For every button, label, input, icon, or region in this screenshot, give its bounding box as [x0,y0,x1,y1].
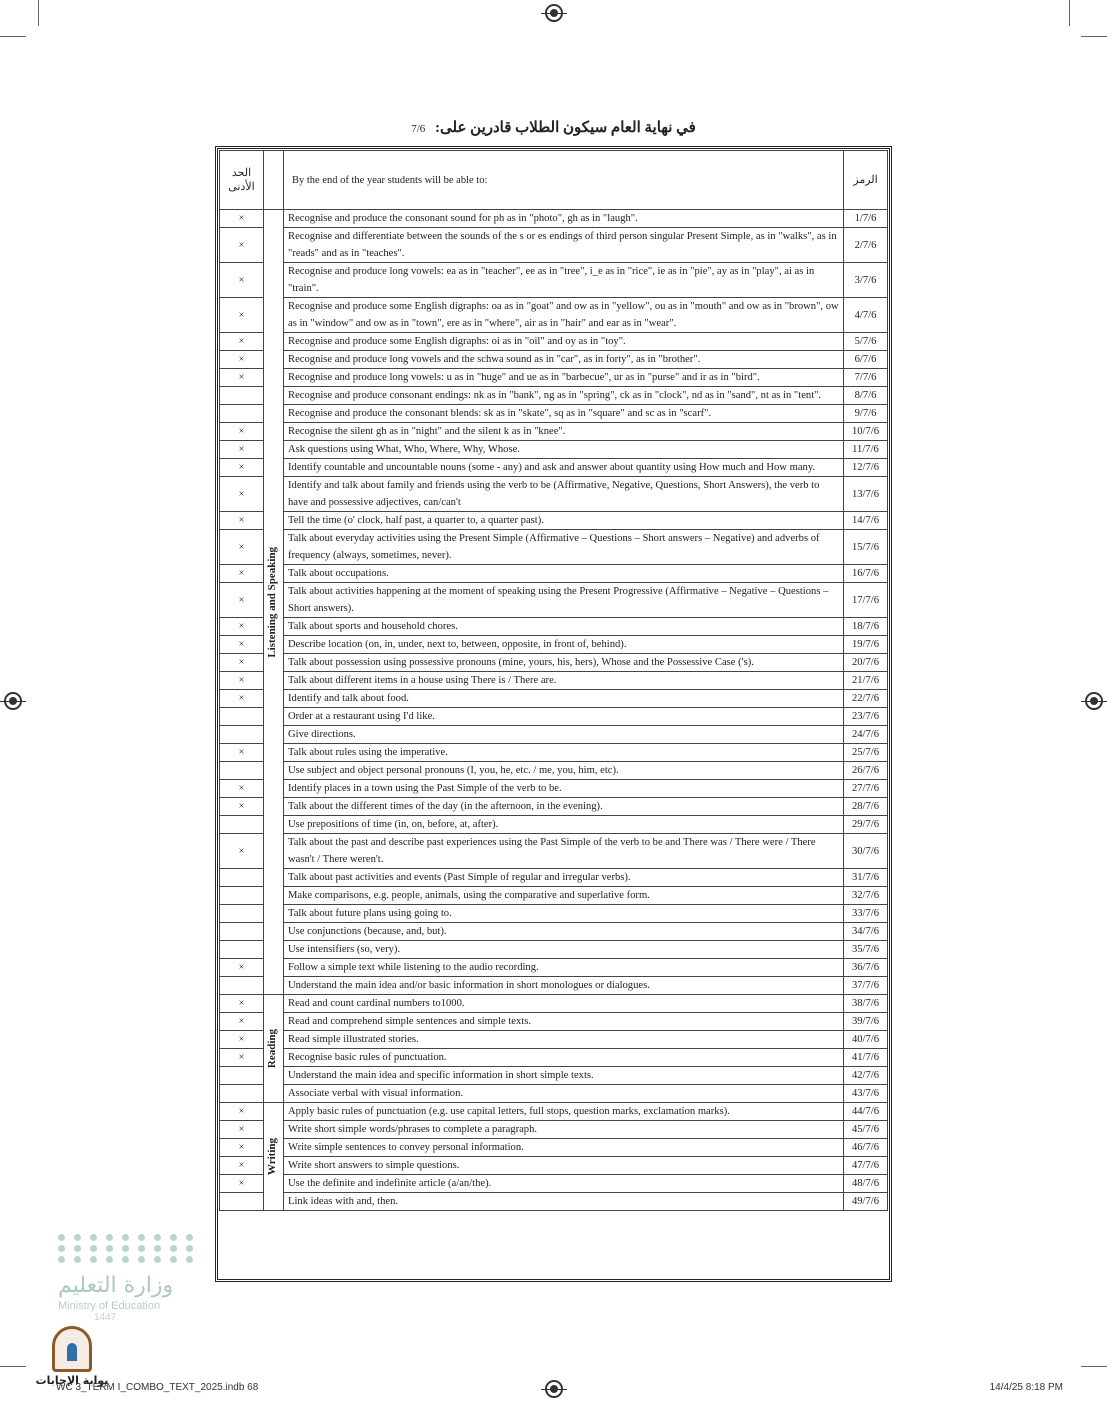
table-row [220,1031,888,1049]
table-row [220,762,888,780]
outcome-code: 39/7/6 [844,1013,888,1031]
table-row [220,941,888,959]
minimum-mark [220,1193,264,1211]
skill-section-name: Writing [266,1137,278,1176]
code-column-header: الرمز [844,151,888,210]
outcome-code: 48/7/6 [844,1175,888,1193]
minimum-mark: × [220,210,264,228]
minimum-mark: × [220,423,264,441]
table-row [220,351,888,369]
skill-column-header [264,151,284,210]
crop-mark [1081,36,1107,37]
minimum-mark: × [220,565,264,583]
table-row [220,887,888,905]
watermark-text: بوابة الإجابات [35,1374,109,1387]
ministry-year: 1447 [94,1312,117,1323]
minimum-mark: × [220,618,264,636]
table-row [220,1085,888,1103]
minimum-mark: × [220,583,264,618]
outcome-code: 2/7/6 [844,228,888,263]
footer-file: WC 3_TERM I_COMBO_TEXT_2025.indb 68 [56,1382,259,1393]
outcome-statement: Understand the main idea and/or basic information in short monologues or dialogues. [284,977,844,995]
outcome-code: 47/7/6 [844,1157,888,1175]
outcome-code: 17/7/6 [844,583,888,618]
ministry-logo [58,1234,198,1323]
outcome-code: 14/7/6 [844,512,888,530]
registration-mark-icon [545,1380,563,1398]
outcome-statement: Follow a simple text while listening to the audio recording. [284,959,844,977]
table-row [220,995,888,1013]
outcome-statement: Ask questions using What, Who, Where, Why, Whose. [284,441,844,459]
outcome-statement: Make comparisons, e.g. people, animals, using the comparative and superlative form. [284,887,844,905]
outcome-code: 9/7/6 [844,405,888,423]
crop-mark [1069,0,1070,26]
outcome-statement: Use prepositions of time (in, on, before, at, after). [284,816,844,834]
table-row [220,1103,888,1121]
outcome-code: 26/7/6 [844,762,888,780]
minimum-mark: × [220,636,264,654]
outcome-statement: Identify countable and uncountable nouns (some - any) and ask and answer about quantity using How much and How many. [284,459,844,477]
table-row [220,744,888,762]
outcome-code: 38/7/6 [844,995,888,1013]
outcome-code: 11/7/6 [844,441,888,459]
footer-date: 14/4/25 8:18 PM [989,1382,1063,1393]
outcome-code: 34/7/6 [844,923,888,941]
table-row [220,1175,888,1193]
outcome-statement: Talk about activities happening at the moment of speaking using the Present Progressive (Affirmative – Negative – Questions – Short answers). [284,583,844,618]
minimum-mark [220,941,264,959]
outcome-code: 4/7/6 [844,298,888,333]
outcome-statement: Use the definite and indefinite article (a/an/the). [284,1175,844,1193]
minimum-mark [220,905,264,923]
table-row [220,1121,888,1139]
outcome-code: 43/7/6 [844,1085,888,1103]
minimum-mark [220,977,264,995]
outcome-statement: Read and count cardinal numbers to1000. [284,995,844,1013]
outcomes-table [219,150,888,1211]
table-row [220,1013,888,1031]
page-heading [0,118,1107,137]
minimum-mark [220,1085,264,1103]
table-row [220,977,888,995]
minimum-mark: × [220,459,264,477]
minimum-mark: × [220,744,264,762]
outcome-code: 1/7/6 [844,210,888,228]
skill-section-label [264,995,284,1103]
outcome-code: 42/7/6 [844,1067,888,1085]
outcome-code: 15/7/6 [844,530,888,565]
outcome-code: 6/7/6 [844,351,888,369]
crop-mark [38,0,39,26]
minimum-mark [220,887,264,905]
outcome-statement: Describe location (on, in, under, next to, between, opposite, in front of, behind). [284,636,844,654]
minimum-mark [220,923,264,941]
table-row [220,690,888,708]
registration-mark-icon [1085,692,1103,710]
minimum-mark: × [220,690,264,708]
outcome-statement: Talk about past activities and events (Past Simple of regular and irregular verbs). [284,869,844,887]
minimum-mark [220,1067,264,1085]
minimum-mark: × [220,780,264,798]
skill-section-label [264,210,284,995]
table-row [220,228,888,263]
minimum-mark: × [220,1175,264,1193]
minimum-mark: × [220,441,264,459]
outcome-statement: Use conjunctions (because, and, but). [284,923,844,941]
min-column-header: الحد الأدنى [220,151,264,210]
table-row [220,530,888,565]
outcome-statement: Use subject and object personal pronouns (I, you, he, etc. / me, you, him, etc). [284,762,844,780]
outcome-statement: Recognise and produce the consonant blends: sk as in "skate", sq as in "square" and sc as in "scarf". [284,405,844,423]
table-row [220,923,888,941]
minimum-mark [220,816,264,834]
minimum-mark: × [220,1139,264,1157]
ministry-arabic: وزارة التعليم [58,1273,174,1298]
outcome-statement: Talk about everyday activities using the Present Simple (Affirmative – Questions – Short answers – Negative) and adverbs of frequency (always, sometimes, never). [284,530,844,565]
outcome-code: 32/7/6 [844,887,888,905]
outcome-statement: Write short answers to simple questions. [284,1157,844,1175]
minimum-mark: × [220,654,264,672]
minimum-mark: × [220,512,264,530]
table-row [220,512,888,530]
table-row [220,959,888,977]
outcome-statement: Read and comprehend simple sentences and simple texts. [284,1013,844,1031]
outcome-code: 30/7/6 [844,834,888,869]
minimum-mark: × [220,333,264,351]
table-row [220,834,888,869]
minimum-mark: × [220,1031,264,1049]
minimum-mark: × [220,834,264,869]
skill-section-label [264,1103,284,1211]
skill-section-name: Reading [266,1028,278,1069]
minimum-mark: × [220,477,264,512]
outcome-code: 25/7/6 [844,744,888,762]
minimum-mark: × [220,1157,264,1175]
minimum-mark: × [220,228,264,263]
outcome-statement: Talk about possession using possessive pronouns (mine, yours, his, hers), Whose and the Possessive Case ('s). [284,654,844,672]
minimum-mark [220,869,264,887]
registration-mark-icon [4,692,22,710]
crop-mark [0,36,26,37]
outcome-statement: Recognise and produce some English digraphs: oi as in "oil" and oy as in "toy". [284,333,844,351]
outcome-statement: Order at a restaurant using I'd like. [284,708,844,726]
outcome-statement: Apply basic rules of punctuation (e.g. use capital letters, full stops, question marks, exclamation marks). [284,1103,844,1121]
outcome-code: 31/7/6 [844,869,888,887]
table-row [220,405,888,423]
outcome-statement: Link ideas with and, then. [284,1193,844,1211]
outcome-code: 23/7/6 [844,708,888,726]
outcome-statement: Talk about rules using the imperative. [284,744,844,762]
outcome-statement: Talk about occupations. [284,565,844,583]
outcome-code: 16/7/6 [844,565,888,583]
table-row [220,798,888,816]
minimum-mark: × [220,959,264,977]
outcome-statement: Write short simple words/phrases to complete a paragraph. [284,1121,844,1139]
outcome-statement: Recognise and produce the consonant sound for ph as in "photo", gh as in "laugh". [284,210,844,228]
table-row [220,459,888,477]
outcome-code: 12/7/6 [844,459,888,477]
minimum-mark: × [220,298,264,333]
minimum-mark: × [220,530,264,565]
table-row [220,726,888,744]
table-row [220,1157,888,1175]
outcome-code: 49/7/6 [844,1193,888,1211]
table-row [220,387,888,405]
outcome-statement: Understand the main idea and specific information in short simple texts. [284,1067,844,1085]
outcome-code: 24/7/6 [844,726,888,744]
outcome-code: 18/7/6 [844,618,888,636]
ministry-english: Ministry of Education [58,1300,161,1312]
skill-section-name: Listening and Speaking [266,546,278,658]
watermark-logo-icon [52,1326,92,1372]
outcome-code: 19/7/6 [844,636,888,654]
outcome-code: 10/7/6 [844,423,888,441]
outcome-statement: Recognise the silent gh as in "night" and the silent k as in "knee". [284,423,844,441]
table-row [220,333,888,351]
minimum-mark [220,405,264,423]
minimum-mark [220,708,264,726]
table-row [220,369,888,387]
outcome-statement: Talk about different items in a house using There is / There are. [284,672,844,690]
table-row [220,1139,888,1157]
minimum-mark: × [220,1103,264,1121]
table-row [220,780,888,798]
outcome-statement: Recognise and produce some English digraphs: oa as in "goat" and ow as in "yellow", ou as in "mouth" and ow as in "brown", ow as in "window" and ow as in "town", ere as in "where", air as in "hair" and ear as in "wear". [284,298,844,333]
table-row [220,654,888,672]
outcome-code: 20/7/6 [844,654,888,672]
table-row [220,263,888,298]
outcome-code: 13/7/6 [844,477,888,512]
minimum-mark: × [220,672,264,690]
outcome-code: 27/7/6 [844,780,888,798]
outcome-code: 28/7/6 [844,798,888,816]
registration-mark-icon [545,4,563,22]
outcome-code: 33/7/6 [844,905,888,923]
table-row [220,869,888,887]
outcome-code: 45/7/6 [844,1121,888,1139]
outcome-statement: Talk about sports and household chores. [284,618,844,636]
table-row [220,565,888,583]
table-row [220,441,888,459]
minimum-mark: × [220,798,264,816]
minimum-mark: × [220,1013,264,1031]
minimum-mark: × [220,1049,264,1067]
table-row [220,1067,888,1085]
minimum-mark [220,387,264,405]
table-row [220,1049,888,1067]
minimum-mark: × [220,995,264,1013]
outcome-code: 5/7/6 [844,333,888,351]
outcome-statement: Write simple sentences to convey personal information. [284,1139,844,1157]
table-row [220,210,888,228]
table-row [220,423,888,441]
watermark [32,1326,112,1387]
outcome-statement: Talk about the past and describe past experiences using the Past Simple of the verb to be and There was / There were / There wasn't / There weren't. [284,834,844,869]
heading-code: 7/6 [411,123,426,135]
heading-text: في نهاية العام سيكون الطلاب قادرين على: [435,120,696,136]
table-row [220,583,888,618]
outcome-code: 46/7/6 [844,1139,888,1157]
outcome-statement: Talk about the different times of the day (in the afternoon, in the evening). [284,798,844,816]
minimum-mark: × [220,351,264,369]
table-row [220,477,888,512]
minimum-mark: × [220,369,264,387]
minimum-mark [220,762,264,780]
outcome-statement: Associate verbal with visual information. [284,1085,844,1103]
table-row [220,708,888,726]
outcome-statement: Read simple illustrated stories. [284,1031,844,1049]
outcome-code: 36/7/6 [844,959,888,977]
outcome-code: 40/7/6 [844,1031,888,1049]
outcome-code: 37/7/6 [844,977,888,995]
outcome-statement: Talk about future plans using going to. [284,905,844,923]
outcome-statement: Recognise and produce long vowels: ea as in "teacher", ee as in "tree", i_e as in "rice", ie as in "pie", ay as in "play", ai as in "train". [284,263,844,298]
outcome-statement: Identify and talk about food. [284,690,844,708]
table-row [220,672,888,690]
outcome-code: 21/7/6 [844,672,888,690]
outcome-statement: Recognise and differentiate between the sounds of the s or es endings of third person singular Present Simple, as in "walks", as in "reads" and as in "teaches". [284,228,844,263]
outcome-statement: Give directions. [284,726,844,744]
outcome-code: 3/7/6 [844,263,888,298]
outcome-code: 44/7/6 [844,1103,888,1121]
outcome-statement: Recognise and produce long vowels: u as in "huge" and ue as in "barbecue", ur as in "purse" and ir as in "bird". [284,369,844,387]
outcome-statement: Recognise and produce long vowels and the schwa sound as in "car", as in forty", as in "brother". [284,351,844,369]
outcome-statement: Identify and talk about family and friends using the verb to be (Affirmative, Negative, Questions, Short Answers), the verb to have and possessive adjectives, can/can't [284,477,844,512]
table-row [220,816,888,834]
minimum-mark: × [220,263,264,298]
minimum-mark: × [220,1121,264,1139]
outcome-statement: Identify places in a town using the Past Simple of the verb to be. [284,780,844,798]
table-row [220,636,888,654]
crop-mark [1081,1366,1107,1367]
table-row [220,905,888,923]
outcome-code: 22/7/6 [844,690,888,708]
ministry-dots-icon [58,1234,188,1263]
statement-header: By the end of the year students will be able to: [284,151,844,210]
minimum-mark [220,726,264,744]
outcome-statement: Use intensifiers (so, very). [284,941,844,959]
outcome-statement: Recognise basic rules of punctuation. [284,1049,844,1067]
outcome-code: 35/7/6 [844,941,888,959]
table-row [220,1193,888,1211]
table-row [220,298,888,333]
table-header-row [220,151,888,210]
crop-mark [0,1366,26,1367]
outcome-code: 7/7/6 [844,369,888,387]
outcome-code: 41/7/6 [844,1049,888,1067]
outcome-code: 8/7/6 [844,387,888,405]
outcome-statement: Tell the time (o' clock, half past, a quarter to, a quarter past). [284,512,844,530]
outcome-code: 29/7/6 [844,816,888,834]
table-row [220,618,888,636]
outcome-statement: Recognise and produce consonant endings: nk as in "bank", ng as in "spring", ck as in "clock", nd as in "sand", nt as in "tent". [284,387,844,405]
